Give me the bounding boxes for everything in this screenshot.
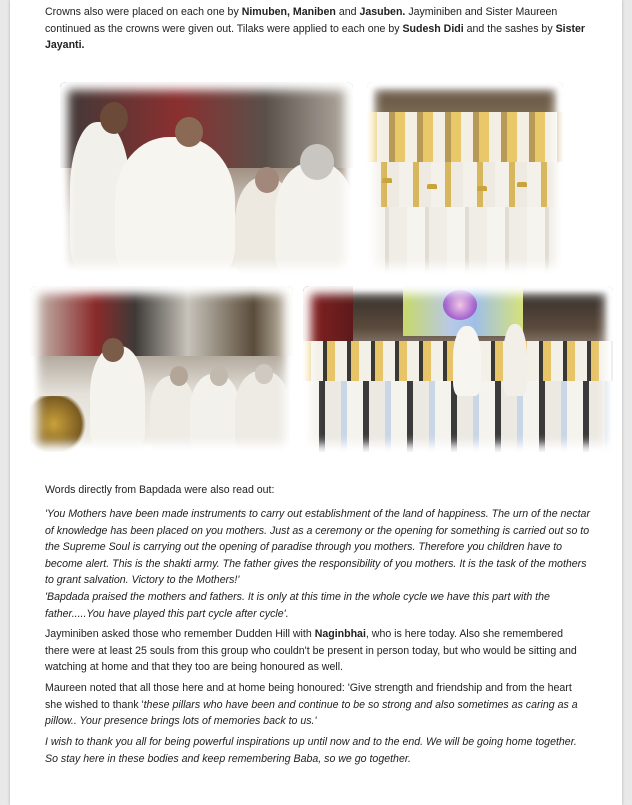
jayminiben-paragraph bbox=[45, 626, 590, 676]
intro-text-1: Crowns also were placed on each one by bbox=[45, 6, 242, 18]
photo-hall-stage bbox=[303, 286, 613, 452]
intro-text-2: and bbox=[335, 6, 360, 18]
closing-paragraph bbox=[45, 734, 590, 767]
para3-text-b: , who is here today. Also she remembered there were at least 25 souls from this group who couldn't be present in person today, but who would be sitting and watching at home and that they too are being honoured as well. bbox=[45, 628, 577, 673]
photo-seated-crowned-group bbox=[367, 82, 563, 274]
words-intro bbox=[45, 482, 590, 499]
photo-crowning-row bbox=[30, 286, 293, 452]
quote-1-text: 'You Mothers have been made instruments to carry out establishment of the land of happiness. The urn of the nectar of knowledge has been placed on you mothers. Just as a ceremony or the opening for something is carried out so to the Supreme Soul is carrying out the opening of paradise through you mothers. Therefore you children have to become alert. This is the shakti army. The father gives the responsibility of you mothers. It is the task of the mothers to grant salvation. Victory to the Mothers!' bbox=[45, 508, 590, 586]
quote-2-text: 'Bapdada praised the mothers and fathers. It is only at this time in the whole cycle we have this part with the father.....You have played this part cycle after cycle'. bbox=[45, 591, 550, 620]
intro-text-3: Jayminiben and Sister Maureen continued as the crowns were given out. Tilaks were applied to each one by bbox=[45, 6, 558, 35]
intro-names-1: Nimuben, Maniben bbox=[241, 6, 336, 18]
intro-text-4: and the sashes by bbox=[463, 22, 556, 35]
photo-crown-placement bbox=[60, 82, 353, 274]
closing-text: I wish to thank you all for being powerful inspirations up until now and to the end. We will be going home together. So stay here in these bodies and keep remembering Baba, so we go together. bbox=[45, 736, 577, 765]
para3-name: Naginbhai bbox=[314, 628, 366, 640]
maureen-paragraph bbox=[45, 680, 590, 730]
para3-text-a: Jayminiben asked those who remember Dudden Hill with bbox=[45, 628, 315, 640]
para4-italic: these pillars who have been and continue to be so strong and also sometimes as caring as a pillow.. Your presence brings lots of memories back to us.' bbox=[45, 698, 578, 727]
bapdada-quote-2 bbox=[45, 589, 590, 622]
words-intro-text: Words directly from Bapdada were also read out: bbox=[45, 484, 275, 496]
bapdada-quote-1 bbox=[45, 506, 590, 589]
intro-paragraph bbox=[45, 4, 590, 54]
intro-names-3: Sudesh Didi bbox=[402, 22, 464, 35]
intro-names-2: Jasuben. bbox=[359, 6, 406, 18]
para4-text-a: Maureen noted that all those here and at home being honoured: 'Give strength and friendship and from the heart she wished to thank ' bbox=[45, 682, 572, 711]
document-page bbox=[10, 0, 622, 805]
intro-names-4: Sister Jayanti. bbox=[45, 22, 586, 51]
